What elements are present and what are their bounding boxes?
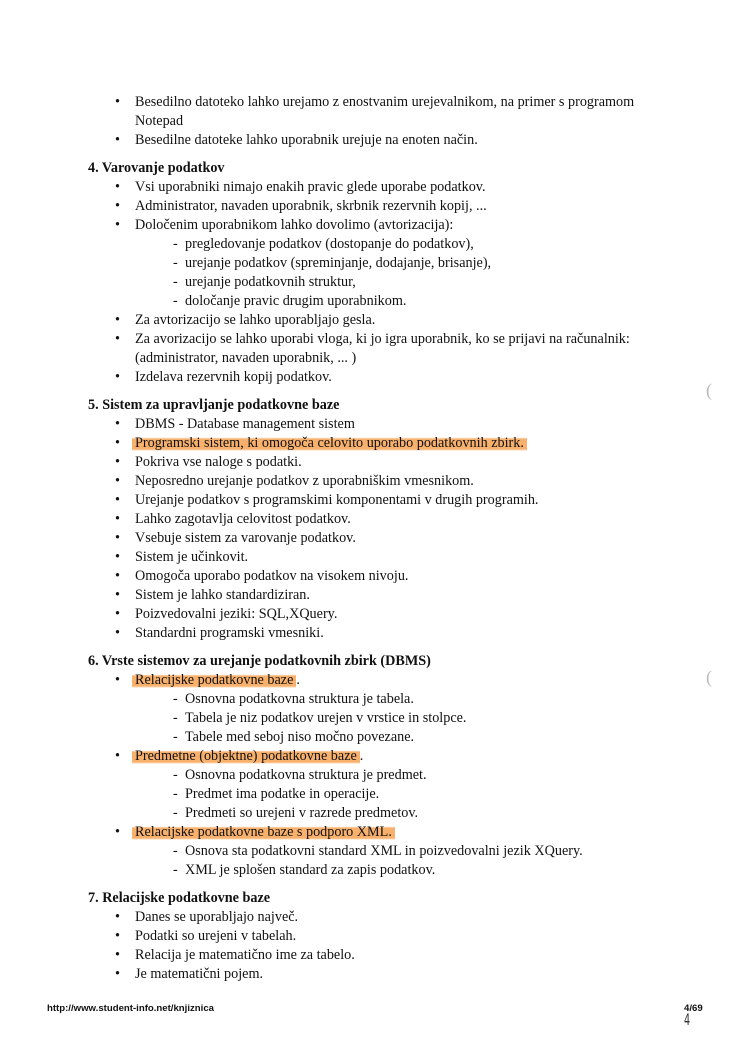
sub-item: - določanje pravic drugim uporabnikom. — [173, 293, 407, 310]
highlighted-text: Relacijske podatkovne baze s podporo XML. — [132, 824, 395, 840]
item-text: Poizvedovalni jeziki: SQL,XQuery. — [135, 605, 338, 622]
list-item: • Omogoča uporabo podatkov na visokem nivoju. — [115, 567, 409, 584]
footer-url: http://www.student-info.net/knjiznica — [47, 1003, 214, 1014]
list-item: • Relacijske podatkovne baze . — [115, 672, 300, 689]
section-heading: 7. Relacijske podatkovne baze — [88, 890, 271, 907]
list-item: • Podatki so urejeni v tabelah. — [115, 928, 297, 945]
item-text: Določenim uporabnikom lahko dovolimo (avtorizacija): — [135, 217, 454, 234]
sub-item: - Predmet ima podatke in operacije. — [173, 785, 380, 802]
list-item: • Neposredno urejanje podatkov z uporabniškim vmesnikom. — [115, 473, 474, 490]
list-item: • Relacija je matematično ime za tabelo. — [115, 946, 355, 963]
list-item: • Standardni programski vmesniki. — [115, 624, 324, 641]
sub-item: - Tabela je niz podatkov urejen v vrstice in stolpce. — [173, 710, 467, 727]
list-item: • Sistem je lahko standardiziran. — [115, 586, 310, 603]
item-text: XML je splošen standard za zapis podatkov. — [185, 861, 436, 878]
highlighted-text: Predmetne (objektne) podatkovne baze — [132, 748, 360, 764]
item-text: Je matematični pojem. — [135, 965, 264, 982]
item-text: Tabela je niz podatkov urejen v vrstice in stolpce. — [185, 710, 467, 727]
sub-item: - Tabele med seboj niso močno povezane. — [173, 729, 415, 745]
list-item: • Pokriva vse naloge s podatki. — [115, 454, 302, 471]
item-text: Besedilne datoteke lahko uporabnik urejuje na enoten način. — [135, 131, 478, 148]
item-text: Administrator, navaden uporabnik, skrbnik rezervnih kopij, ... — [135, 198, 487, 215]
list-item: • Določenim uporabnikom lahko dovolimo (avtorizacija): — [115, 217, 454, 234]
sub-item: - XML je splošen standard za zapis podatkov. — [173, 861, 436, 878]
item-text: DBMS - Database management sistem — [135, 416, 355, 433]
item-text: Standardni programski vmesniki. — [135, 624, 324, 641]
item-text: urejanje podatkov (spreminjanje, dodajanje, brisanje), — [185, 255, 492, 272]
list-item: • Besedilno datoteko lahko urejamo z enostvanim urejevalnikom, na primer s programom Notepad — [115, 94, 635, 129]
sub-item: - pregledovanje podatkov (dostopanje do podatkov), — [173, 236, 474, 253]
sub-item: - Osnova sta podatkovni standard XML in poizvedovalni jezik XQuery. — [173, 842, 583, 859]
item-text: Besedilno datoteko lahko urejamo z enostvanim urejevalnikom, na primer s programom Notepad — [135, 94, 635, 129]
item-text: Tabele med seboj niso močno povezane. — [185, 729, 415, 745]
list-item: • Administrator, navaden uporabnik, skrbnik rezervnih kopij, ... — [115, 198, 487, 215]
item-text: Izdelava rezervnih kopij podatkov. — [135, 368, 332, 385]
list-item: • Za avtorizacijo se lahko uporabljajo gesla. — [115, 311, 376, 328]
list-item: • Vsebuje sistem za varovanje podatkov. — [115, 529, 356, 546]
list-item: • Sistem je učinkovit. — [115, 548, 249, 565]
list-item: • Urejanje podatkov s programskimi komponentami v drugih programih. — [115, 492, 539, 509]
item-text: Vsebuje sistem za varovanje podatkov. — [135, 529, 356, 546]
punctuation: . — [296, 672, 300, 689]
item-text: Sistem je lahko standardiziran. — [135, 586, 310, 603]
item-text: določanje pravic drugim uporabnikom. — [185, 293, 407, 310]
list-item: • Danes se uporabljajo največ. — [115, 909, 299, 926]
item-text: Osnovna podatkovna struktura je tabela. — [185, 691, 414, 708]
item-text: Relacija je matematično ime za tabelo. — [135, 946, 355, 963]
highlighted-text: Programski sistem, ki omogoča celovito uporabo podatkovnih zbirk. — [132, 435, 527, 451]
handwritten-page-number: 4 — [684, 1010, 691, 1029]
page-number: 4/69 — [684, 1003, 703, 1014]
section-heading: 6. Vrste sistemov za urejanje podatkovnih zbirk (DBMS) — [88, 653, 431, 670]
item-text: Sistem je učinkovit. — [135, 548, 249, 565]
item-text: Pokriva vse naloge s podatki. — [135, 454, 302, 471]
item-text: Neposredno urejanje podatkov z uporabniškim vmesnikom. — [135, 473, 474, 490]
list-item: • Programski sistem, ki omogoča celovito uporabo podatkovnih zbirk. — [88, 434, 648, 453]
item-text: pregledovanje podatkov (dostopanje do podatkov), — [185, 236, 474, 253]
section-4 — [88, 159, 648, 386]
list-item: • Poizvedovalni jeziki: SQL,XQuery. — [115, 605, 338, 622]
section-heading: 5. Sistem za upravljanje podatkovne baze — [88, 397, 340, 414]
sub-item: - Osnovna podatkovna struktura je predmet. — [173, 766, 427, 783]
list-item: • Relacijske podatkovne baze s podporo XML. — [88, 823, 648, 842]
list-item: • Za avorizacijo se lahko uporabi vloga, ki jo igra uporabnik, ko se prijavi na računalnik: (administrator, navaden uporabnik, ... ) — [115, 330, 630, 366]
list-item: • Izdelava rezervnih kopij podatkov. — [115, 368, 332, 385]
item-text: Danes se uporabljajo največ. — [135, 909, 299, 926]
punctuation: . — [359, 747, 364, 764]
item-text: Predmeti so urejeni v razrede predmetov. — [185, 804, 419, 821]
item-text: Lahko zagotavlja celovitost podatkov. — [135, 511, 351, 528]
sub-item: - Predmeti so urejeni v razrede predmetov. — [173, 804, 419, 821]
section-5 — [88, 396, 648, 642]
list-item: • Je matematični pojem. — [115, 965, 264, 982]
list-item: • Vsi uporabniki nimajo enakih pravic glede uporabe podatkov. — [115, 179, 486, 196]
document-body — [88, 93, 648, 984]
list-item: • Besedilne datoteke lahko uporabnik urejuje na enoten način. — [115, 131, 478, 148]
scan-punch-mark: ( — [706, 667, 712, 687]
section-6 — [88, 652, 648, 879]
sub-item: - Osnovna podatkovna struktura je tabela. — [173, 691, 414, 708]
section-7 — [88, 889, 648, 984]
list-item: • Lahko zagotavlja celovitost podatkov. — [115, 511, 351, 528]
sub-item: - urejanje podatkov (spreminjanje, dodajanje, brisanje), — [173, 255, 492, 272]
item-text: Vsi uporabniki nimajo enakih pravic glede uporabe podatkov. — [135, 179, 486, 196]
item-text: urejanje podatkovnih struktur, — [185, 274, 356, 291]
item-text: Za avorizacijo se lahko uporabi vloga, ki jo igra uporabnik, ko se prijavi na računalnik: (administrator, navaden uporabnik, ... ) — [135, 330, 630, 366]
item-text: Podatki so urejeni v tabelah. — [135, 928, 297, 945]
highlighted-text: Relacijske podatkovne baze — [132, 672, 296, 688]
scan-punch-mark: ( — [706, 380, 712, 400]
item-text: Za avtorizacijo se lahko uporabljajo gesla. — [135, 311, 376, 328]
item-text: Osnovna podatkovna struktura je predmet. — [185, 766, 427, 783]
sub-item: - urejanje podatkovnih struktur, — [173, 274, 356, 291]
section-heading: 4. Varovanje podatkov — [88, 160, 225, 177]
item-text: Omogoča uporabo podatkov na visokem nivoju. — [135, 567, 409, 584]
list-item: • DBMS - Database management sistem — [115, 416, 355, 433]
item-text: Urejanje podatkov s programskimi komponentami v drugih programih. — [135, 492, 539, 509]
item-text: Osnova sta podatkovni standard XML in poizvedovalni jezik XQuery. — [185, 842, 583, 859]
item-text: Predmet ima podatke in operacije. — [185, 785, 380, 802]
list-item: • Predmetne (objektne) podatkovne baze . — [115, 747, 364, 764]
